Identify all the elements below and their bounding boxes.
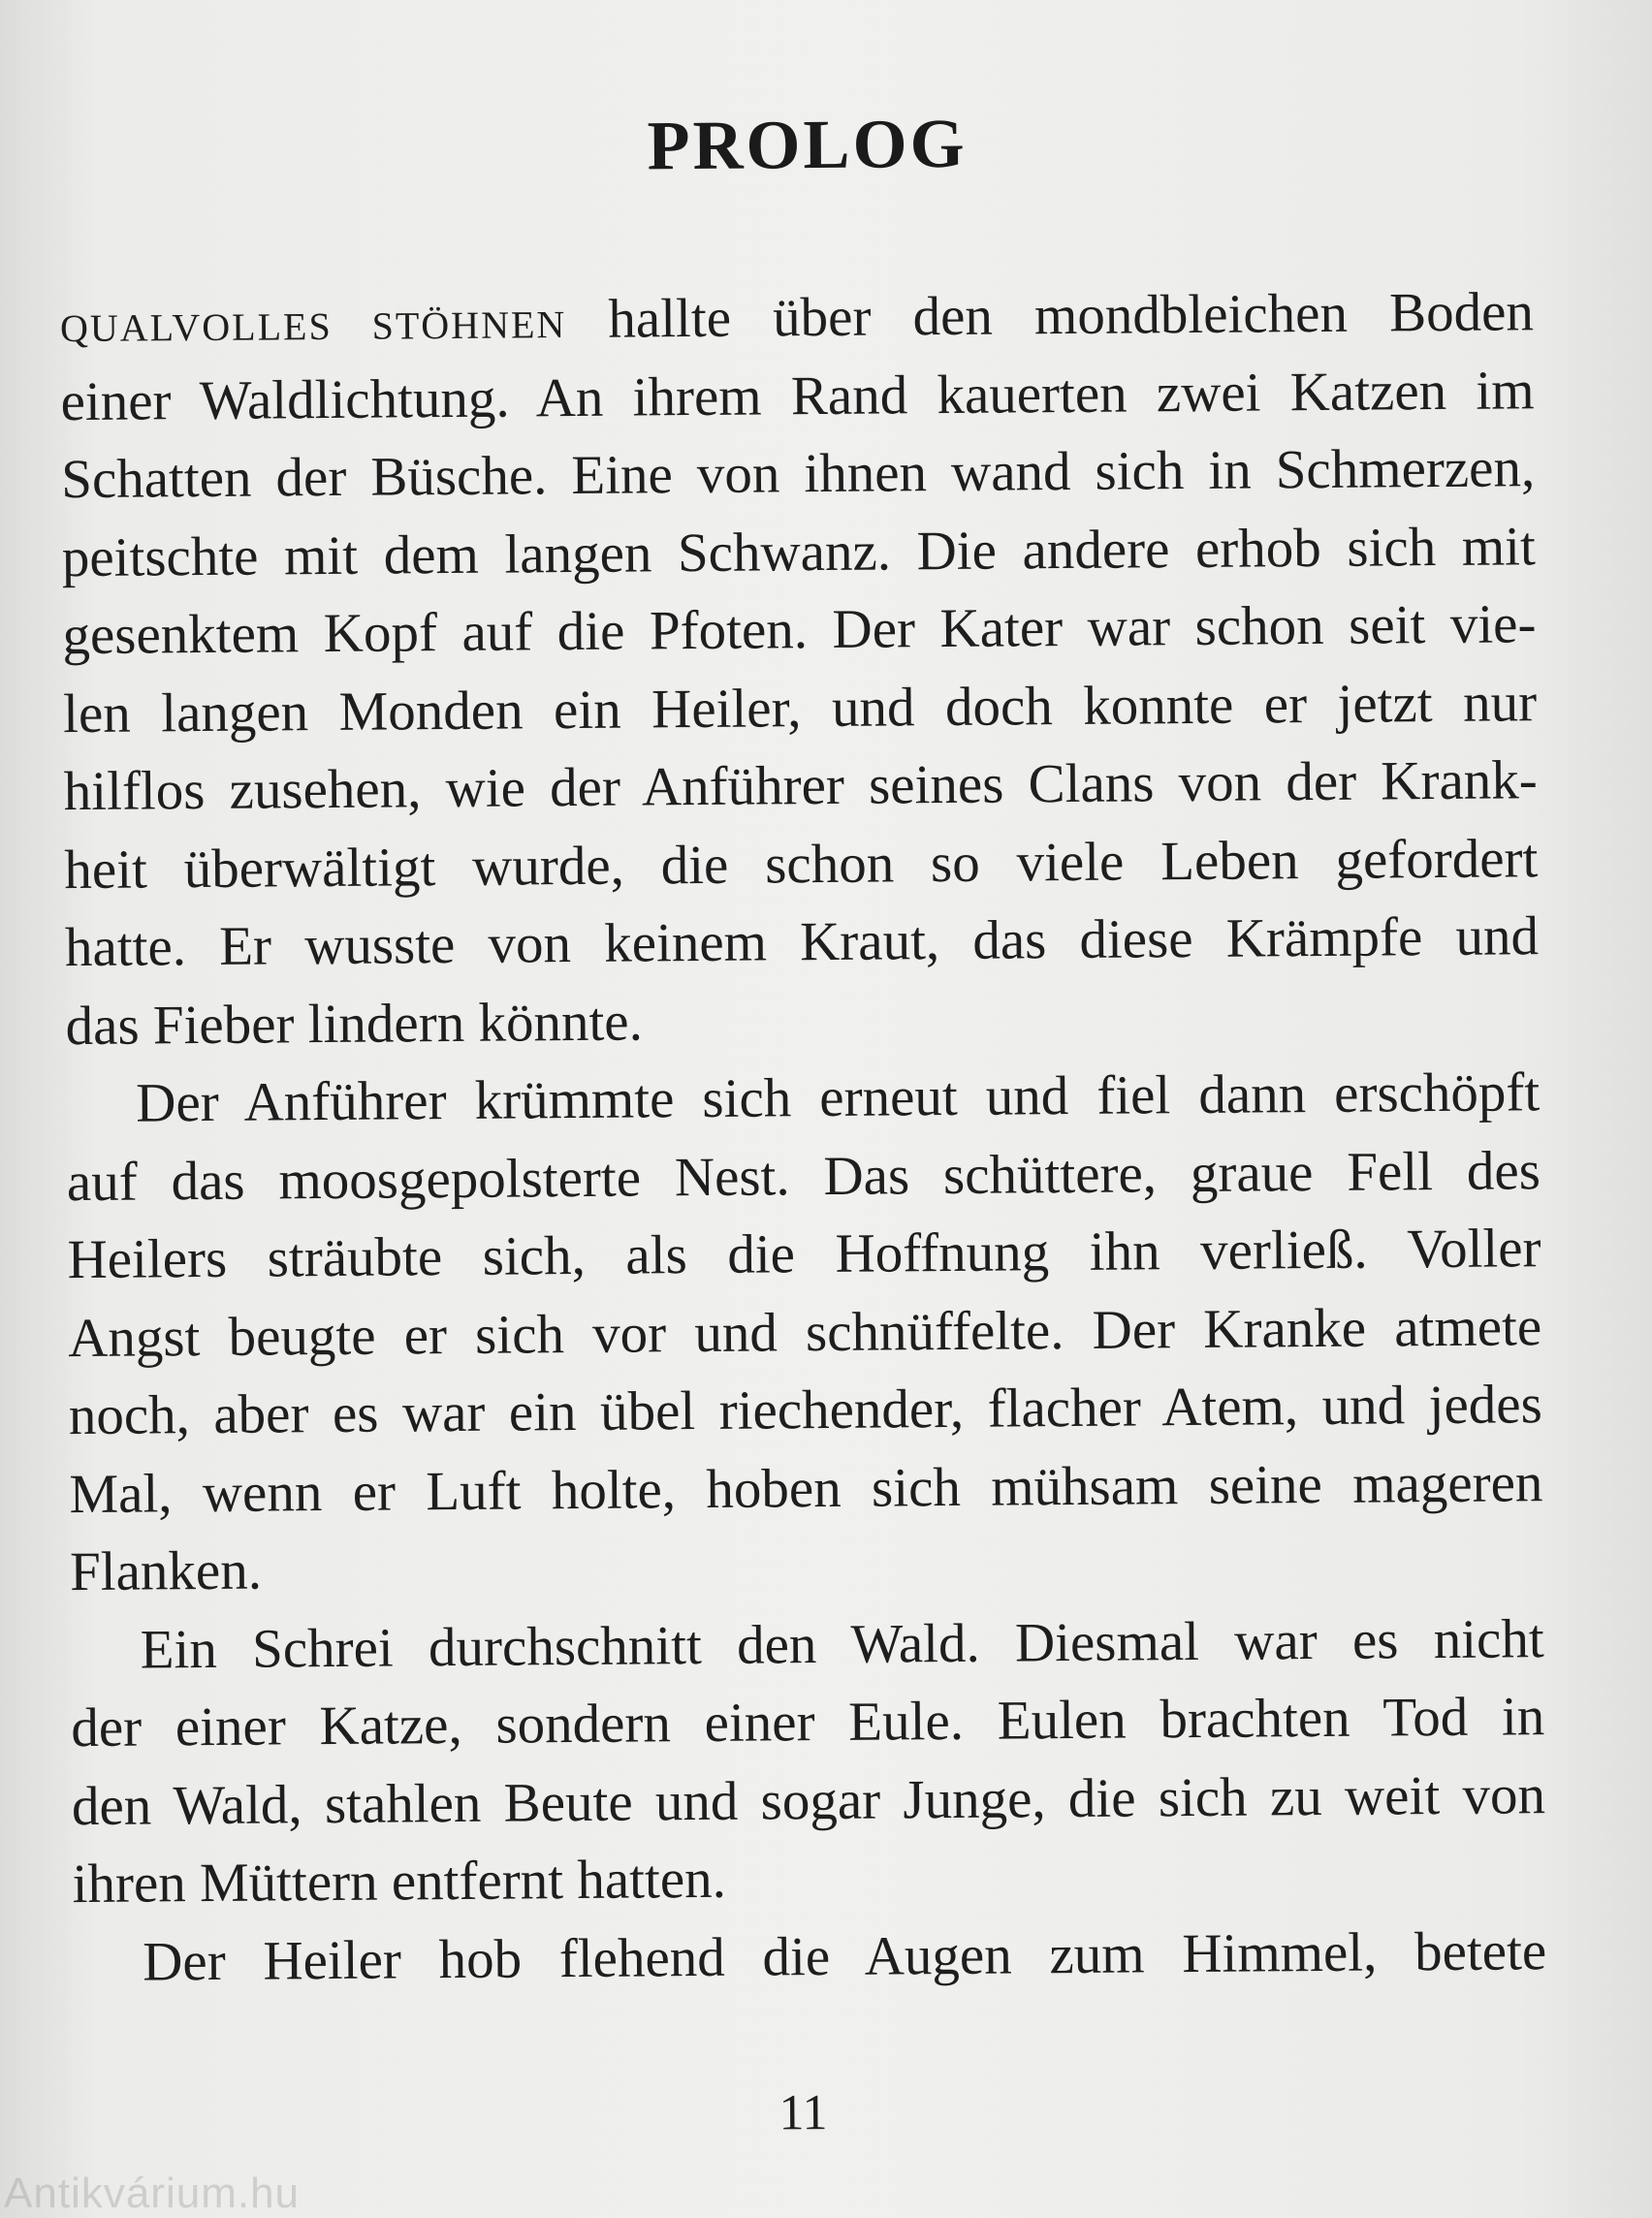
text-line: gesenktem Kopf auf die Pfoten. Der Kater war schon seit vie- xyxy=(62,593,1537,667)
text-line: Der Anführer krümmte sich erneut und fiel dann erschöpft xyxy=(136,1061,1541,1134)
text-line: Mal, wenn er Luft holte, hoben sich mühsam seine mageren xyxy=(69,1451,1543,1525)
chapter-title: PROLOG xyxy=(647,104,968,185)
text-line: einer Waldlichtung. An ihrem Rand kauerten zwei Katzen im xyxy=(60,359,1535,432)
text-line: heit überwältigt wurde, die schon so viele Leben gefordert xyxy=(64,827,1539,901)
text-line-content: hallte über den mondbleichen Boden xyxy=(566,281,1535,351)
text-line: ihren Müttern entfernt hatten. xyxy=(72,1848,727,1916)
page-number: 11 xyxy=(778,2085,828,2141)
text-line: Heilers sträubte sich, als die Hoffnung ihn verließ. Voller xyxy=(67,1218,1541,1291)
body-text xyxy=(60,273,1547,2002)
text-line: hatte. Er wusste von keinem Kraut, das diese Krämpfe und xyxy=(64,905,1540,979)
text-line: Angst beugte er sich vor und schnüffelte. Der Kranke atmete xyxy=(67,1295,1542,1369)
text-line: Der Heiler hob flehend die Augen zum Himmel, betete xyxy=(142,1919,1547,1993)
text-line: den Wald, stahlen Beute und sogar Junge, die sich zu weit von xyxy=(71,1763,1546,1837)
watermark: Antikvárium.hu xyxy=(4,2170,301,2217)
lead-smallcaps: QUALVOLLES STÖHNEN xyxy=(59,302,567,351)
text-line: peitschte mit dem langen Schwanz. Die andere erhob sich mit xyxy=(61,515,1537,588)
text-line: Ein Schrei durchschnitt den Wald. Diesmal war es nicht xyxy=(140,1607,1544,1681)
text-line: len langen Monden ein Heiler, und doch konnte er jetzt nur xyxy=(62,671,1538,745)
text-line: auf das moosgepolsterte Nest. Das schüttere, graue Fell des xyxy=(66,1139,1541,1213)
text-line xyxy=(60,273,1535,363)
text-line: Schatten der Büsche. Eine von ihnen wand sich in Schmerzen, xyxy=(60,437,1536,511)
text-line: noch, aber es war ein übel riechender, flacher Atem, und jedes xyxy=(68,1374,1543,1447)
text-line: der einer Katze, sondern einer Eule. Eulen brachten Tod in xyxy=(71,1686,1545,1759)
text-line: das Fieber lindern könnte. xyxy=(65,990,644,1057)
text-line: Flanken. xyxy=(69,1539,263,1603)
text-line: hilflos zusehen, wie der Anführer seines Clans von der Krank- xyxy=(63,749,1538,823)
